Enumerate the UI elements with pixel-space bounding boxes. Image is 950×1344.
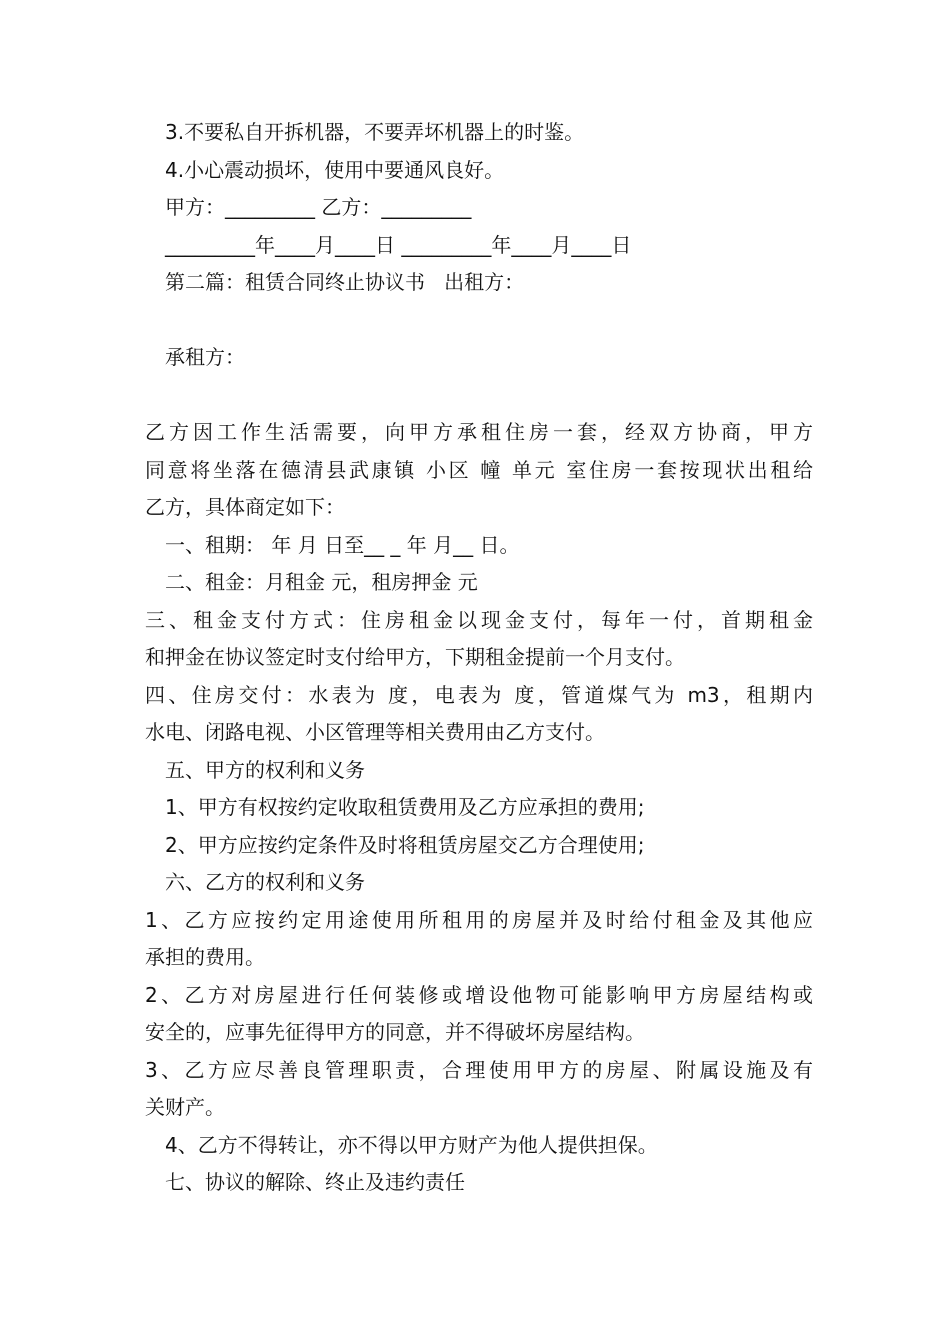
document-line: 六、乙方的权利和义务 [165,870,365,894]
document-line: 3、乙方应尽善良管理职责，合理使用甲方的房屋、附属设施及有 [145,1057,813,1082]
document-line: 2、乙方对房屋进行任何装修或增设他物可能影响甲方房屋结构或 [145,982,813,1007]
document-line: 五、甲方的权利和义务 [165,757,365,782]
document-line: 安全的，应事先征得甲方的同意，并不得破坏房屋结构。 [145,1020,645,1044]
document-line: 2、甲方应按约定条件及时将租赁房屋交乙方合理使用; [165,832,645,857]
document-line: 4、乙方不得转让，亦不得以甲方财产为他人提供担保。 [165,1132,658,1157]
document-line: 一、租期： 年 月 日至__ _ 年 月__ 日。 [165,532,520,557]
document-line: _________年____月____日 _________年____月____日 [165,232,632,257]
document-body [145,114,813,1202]
document-line: 甲方：_________ 乙方：_________ [165,195,472,219]
document-line: 3.不要私自开拆机器，不要弄坏机器上的时鉴。 [165,120,585,144]
document-line: 水电、闭路电视、小区管理等相关费用由乙方支付。 [145,720,605,744]
document-line: 1、乙方应按约定用途使用所租用的房屋并及时给付租金及其他应 [145,907,813,932]
document-line: 四、住房交付：水表为 度，电表为 度，管道煤气为 m3，租期内 [145,682,813,707]
document-line: 二、租金：月租金 元，租房押金 元 [165,570,478,594]
document-line: 承担的费用。 [145,945,265,969]
document-line: 1、甲方有权按约定收取租赁费用及乙方应承担的费用; [165,795,645,819]
document-line: 承租方： [165,345,245,369]
document-line: 关财产。 [145,1095,225,1119]
document-line: 第二篇：租赁合同终止协议书 出租方： [165,270,525,294]
document-line: 同意将坐落在德清县武康镇 小区 幢 单元 室住房一套按现状出租给 [145,457,813,482]
document-line: 三、租金支付方式：住房租金以现金支付，每年一付，首期租金 [145,607,813,632]
blank-line [145,377,813,415]
document-line: 乙方因工作生活需要，向甲方承租住房一套，经双方协商，甲方 [145,420,813,444]
document-line: 乙方，具体商定如下： [145,495,345,519]
document-line: 七、协议的解除、终止及违约责任 [165,1170,465,1194]
document-line: 和押金在协议签定时支付给甲方，下期租金提前一个月支付。 [145,645,685,669]
blank-line [145,302,813,340]
document-line: 4.小心震动损坏，使用中要通风良好。 [165,157,505,182]
